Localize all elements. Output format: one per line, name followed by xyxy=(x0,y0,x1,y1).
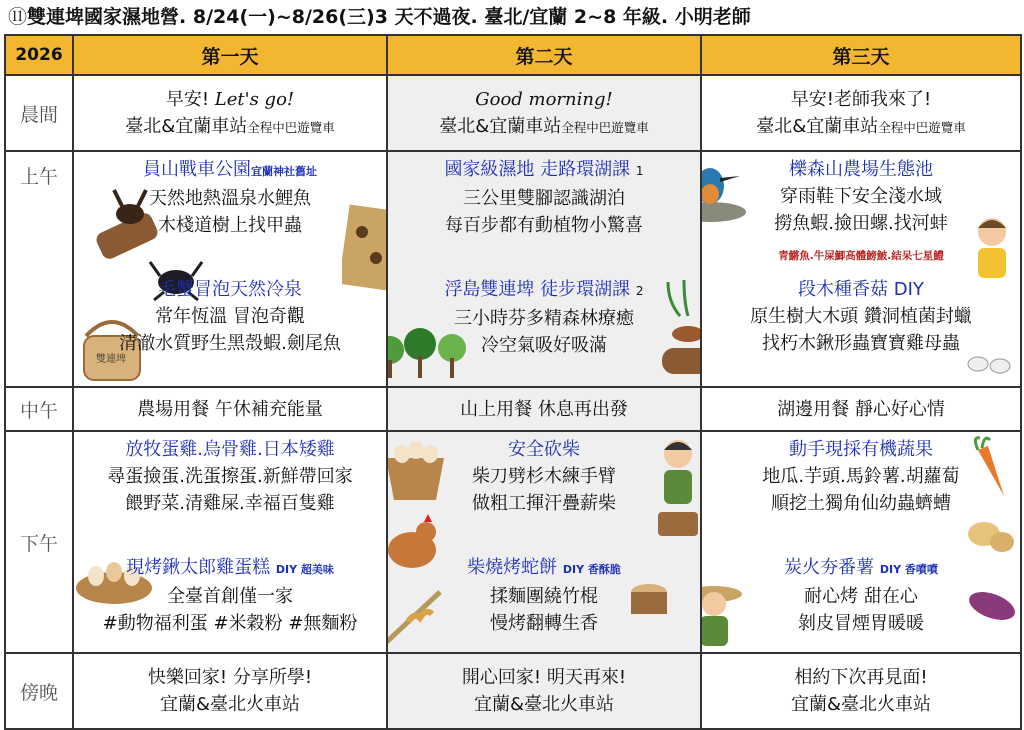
activity-line: 做粗工揮汗疊薪柴 xyxy=(472,493,616,514)
afternoon-row xyxy=(5,431,1021,653)
pickup-station xyxy=(388,113,700,141)
early-morning-row xyxy=(5,75,1021,151)
noon-row xyxy=(5,387,1021,431)
period-evening: 傍晚 xyxy=(5,653,73,729)
activity-title: 國家級濕地 走路環湖課 1 xyxy=(444,159,644,180)
farewell-line: 開心回家! 明天再來! xyxy=(461,667,627,688)
day2-morning xyxy=(387,151,701,387)
activity-line: 三公里雙腳認識湖泊 xyxy=(463,188,625,209)
noon-activity: 山上用餐 休息再出發 xyxy=(460,398,628,420)
day3-early-morning xyxy=(701,75,1021,151)
activity-title: 毛蟹冒泡天然冷泉 xyxy=(158,279,302,300)
activity-line: 清澈水質野生黑殼蝦.劍尾魚 xyxy=(119,333,341,354)
dropoff-station: 宜蘭&臺北火車站 xyxy=(790,694,932,715)
activity-line: 冷空氣吸好吸滿 xyxy=(481,335,607,356)
greeting xyxy=(74,86,386,113)
activity-tag: 宜蘭神社舊址 xyxy=(251,165,317,178)
activity-line: 三小時芬多精森林療癒 xyxy=(454,308,634,329)
pickup-station xyxy=(74,113,386,141)
activity-line: 穿雨鞋下安全淺水域 xyxy=(780,186,942,207)
period-afternoon: 下午 xyxy=(5,431,73,653)
activity-line: 天然地熱溫泉水鯉魚 xyxy=(149,188,311,209)
station-label: 臺北&宜蘭車站 xyxy=(439,115,562,137)
activity-title: 放牧蛋雞.烏骨雞.日本矮雞 xyxy=(125,439,335,460)
header-row xyxy=(5,35,1021,75)
period-early-morning: 晨間 xyxy=(5,75,73,151)
activity-line: 全臺首創僅一家 xyxy=(167,586,293,607)
activity-title: 段木種香菇 DIY xyxy=(798,279,924,300)
day2-afternoon xyxy=(387,431,701,653)
farewell-line: 相約下次再見面! xyxy=(794,667,928,688)
schedule-title xyxy=(8,4,751,30)
station-label: 臺北&宜蘭車站 xyxy=(756,115,879,137)
greeting: Good morning! xyxy=(475,88,613,110)
activity-line: 撈魚蝦.撿田螺.找河蚌 xyxy=(774,213,948,234)
potato-icon xyxy=(964,512,1018,558)
period-noon: 中午 xyxy=(5,387,73,431)
greeting: 早安!老師我來了! xyxy=(790,88,932,110)
day1-morning xyxy=(73,151,387,387)
activity-line: 尋蛋撿蛋.洗蛋擦蛋.新鮮帶回家 xyxy=(107,466,353,487)
day1-early-morning xyxy=(73,75,387,151)
activity-title: 櫟森山農場生態池 xyxy=(789,159,933,180)
activity-line: 慢烤翻轉生香 xyxy=(490,613,598,634)
activity-line: 餵野菜.清雞屎.幸福百隻雞 xyxy=(125,493,335,514)
bus-note: 全程中巴遊覽車 xyxy=(878,119,966,135)
activity-line: 剝皮冒煙胃暖暖 xyxy=(798,613,924,634)
day2-evening xyxy=(387,653,701,729)
activity-title: 現烤鍬太郎雞蛋糕 DIY 超美味 xyxy=(126,557,334,578)
schedule-table xyxy=(4,34,1022,730)
greeting-zh: 早安! xyxy=(165,88,210,110)
morning-row xyxy=(5,151,1021,387)
year-cell: 2026 xyxy=(5,35,73,75)
activity-line: 找朽木鍬形蟲寶寶雞母蟲 xyxy=(762,333,960,354)
title-number: ⑪ xyxy=(8,6,28,28)
day1-header: 第一天 xyxy=(73,35,387,75)
activity-line: 木棧道樹上找甲蟲 xyxy=(158,215,302,236)
activity-line: 常年恆溫 冒泡奇觀 xyxy=(155,306,305,327)
period-morning: 上午 xyxy=(5,151,73,387)
day2-early-morning xyxy=(387,75,701,151)
noon-activity: 農場用餐 午休補充能量 xyxy=(137,398,323,420)
activity-line: 揉麵團繞竹棍 xyxy=(490,586,598,607)
activity-line: 順挖土獨角仙幼蟲蠐螬 xyxy=(771,493,951,514)
route-number: 2 xyxy=(635,284,644,298)
dropoff-station: 宜蘭&臺北火車站 xyxy=(473,694,615,715)
activity-line: #動物福利蛋 #米穀粉 #無麵粉 xyxy=(102,613,358,634)
activity-line: 耐心烤 甜在心 xyxy=(804,586,918,607)
activity-title: 浮島雙連埤 徒步環湖課 2 xyxy=(444,279,644,300)
day1-evening xyxy=(73,653,387,729)
route-number: 1 xyxy=(635,164,644,178)
greeting-en: Let's go! xyxy=(214,88,295,110)
day3-afternoon xyxy=(701,431,1021,653)
activity-line: 原生樹大木頭 鑽洞植菌封蠟 xyxy=(750,306,972,327)
dropoff-station: 宜蘭&臺北火車站 xyxy=(159,694,301,715)
species-note: 青鱂魚.牛屎鯽高體鰟鮍.結呆七星鱧 xyxy=(778,250,944,262)
day1-afternoon xyxy=(73,431,387,653)
evening-row xyxy=(5,653,1021,729)
farewell-line: 快樂回家! 分享所學! xyxy=(147,667,313,688)
activity-title: 炭火夯番薯 DIY 香噴噴 xyxy=(784,557,938,578)
activity-title: 安全砍柴 xyxy=(508,439,580,460)
activity-title: 動手現採有機蔬果 xyxy=(789,439,933,460)
bus-note: 全程中巴遊覽車 xyxy=(247,119,335,135)
activity-line: 地瓜.芋頭.馬鈴薯.胡蘿蔔 xyxy=(762,466,960,487)
day3-evening xyxy=(701,653,1021,729)
day3-morning xyxy=(701,151,1021,387)
activity-title: 柴燒烤蛇餅 DIY 香酥脆 xyxy=(467,557,621,578)
pickup-station xyxy=(702,113,1020,141)
day3-header: 第三天 xyxy=(701,35,1021,75)
basket-label: 雙連埤 xyxy=(96,354,126,365)
title-text: 雙連埤國家濕地營. 8/24(一)~8/26(三)3 天不過夜. 臺北/宜蘭 2~8 年級. 小明老師 xyxy=(27,6,751,28)
day2-header: 第二天 xyxy=(387,35,701,75)
activity-title: 員山戰車公園宜蘭神社舊址 xyxy=(143,159,317,180)
activity-line: 每百步都有動植物小驚喜 xyxy=(445,215,643,236)
station-label: 臺北&宜蘭車站 xyxy=(125,115,248,137)
diy-tag: DIY 香噴噴 xyxy=(879,563,938,576)
diy-tag: DIY 香酥脆 xyxy=(562,563,621,576)
bus-note: 全程中巴遊覽車 xyxy=(561,119,649,135)
activity-line: 柴刀劈杉木練手臂 xyxy=(472,466,616,487)
diy-tag: DIY 超美味 xyxy=(275,563,334,576)
noon-activity: 湖邊用餐 靜心好心情 xyxy=(777,398,945,420)
